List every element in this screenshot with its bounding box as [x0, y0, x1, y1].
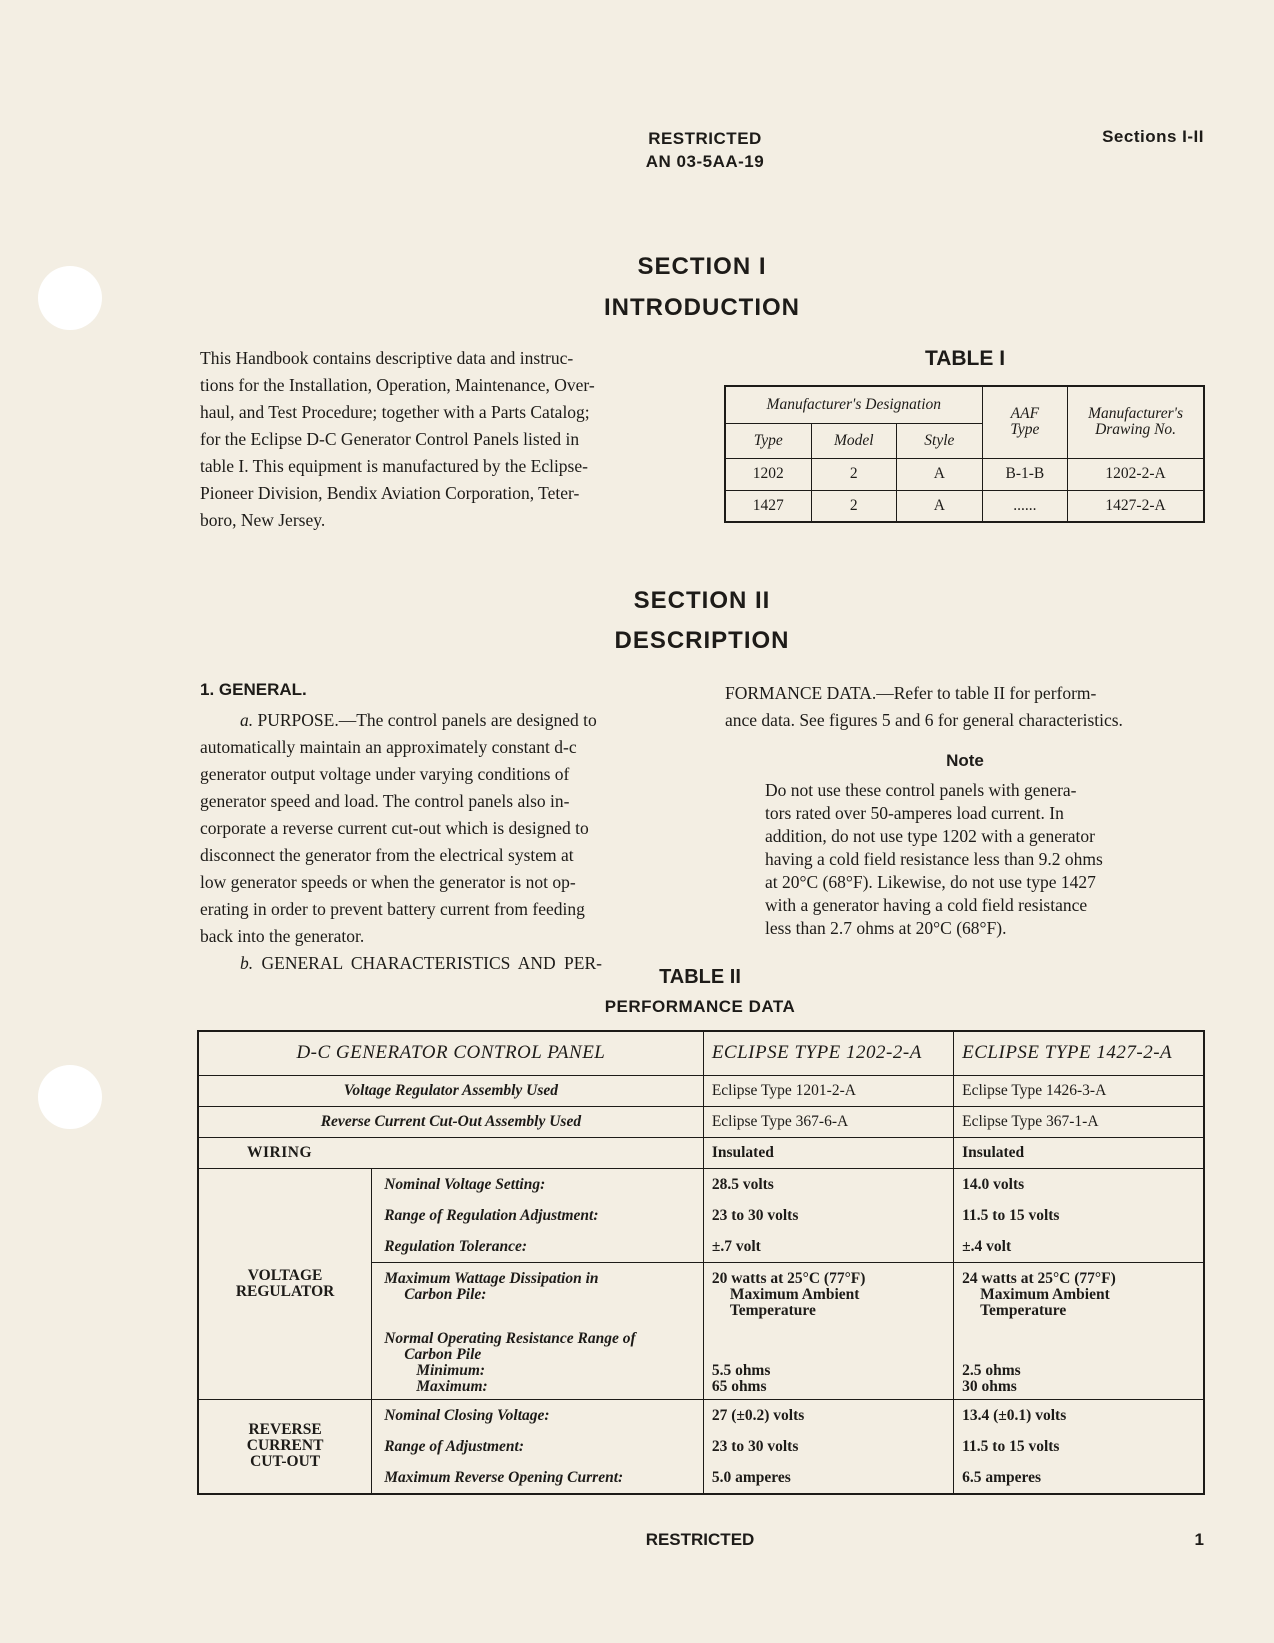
row-value: Insulated — [703, 1137, 953, 1168]
intro-line: Pioneer Division, Bendix Aviation Corporation, Teter- — [200, 483, 580, 503]
table1-col-type: Type — [725, 423, 811, 458]
table1-col-aaf-line: Type — [1010, 421, 1040, 439]
param-value: ±.7 volt — [711, 1237, 761, 1255]
table1-cell: A — [897, 490, 983, 522]
vr-carbon-labels — [372, 1262, 704, 1399]
table-row — [198, 1137, 1204, 1168]
purpose-line: back into the generator. — [200, 926, 365, 946]
table2-head-col1: D-C GENERATOR CONTROL PANEL — [198, 1031, 703, 1075]
row-value: Eclipse Type 367-1-A — [954, 1106, 1204, 1137]
intro-line: table I. This equipment is manufactured by the Eclipse- — [200, 456, 588, 476]
purpose-line: automatically maintain an approximately constant d-c — [200, 737, 577, 757]
param-value: 20 watts at 25°C (77°F) — [711, 1269, 866, 1287]
table2-title: TABLE II — [659, 966, 741, 988]
param-label: Range of Adjustment: — [384, 1437, 524, 1455]
vr-values-1202 — [703, 1168, 953, 1262]
vr-values-1427 — [954, 1168, 1204, 1262]
rc-values-1202 — [703, 1399, 953, 1494]
note-line: with a generator having a cold field resistance — [765, 895, 1088, 915]
param-label: Minimum: — [416, 1361, 486, 1379]
param-value: 28.5 volts — [711, 1175, 774, 1193]
purpose-line: generator output voltage under varying conditions of — [200, 764, 570, 784]
table-row — [198, 1106, 1204, 1137]
table1-col-aaf-line: AAF — [1010, 405, 1040, 423]
purpose-line: erating in order to prevent battery current from feeding — [200, 899, 585, 919]
param-value: Maximum Ambient — [980, 1285, 1110, 1303]
table1-col-aaf — [982, 386, 1068, 458]
note-line: Do not use these control panels with genera- — [765, 780, 1077, 800]
table1-cell: 1427 — [725, 490, 811, 522]
page-number: 1 — [1194, 1530, 1204, 1549]
punch-hole-bottom — [38, 1065, 102, 1129]
table1 — [724, 385, 1205, 523]
page-header-center — [640, 127, 770, 173]
table1-col-drawing-line: Drawing No. — [1095, 421, 1177, 439]
group-label-line: VOLTAGE — [247, 1266, 323, 1284]
performance-line: FORMANCE DATA.—Refer to table II for perform- — [725, 683, 1097, 703]
param-value: 23 to 30 volts — [711, 1437, 799, 1455]
intro-line: haul, and Test Procedure; together with a Parts Catalog; — [200, 402, 590, 422]
param-value: Maximum Ambient — [729, 1285, 860, 1303]
note-line: having a cold field resistance less than 9.2 ohms — [765, 849, 1103, 869]
table2-subtitle: PERFORMANCE DATA — [604, 997, 796, 1016]
param-label: Nominal Closing Voltage: — [384, 1406, 550, 1424]
table-row — [198, 1399, 1204, 1494]
param-label: Maximum Reverse Opening Current: — [384, 1468, 624, 1486]
table1-cell: 2 — [811, 490, 897, 522]
param-value: 2.5 ohms — [962, 1361, 1021, 1379]
row-value: Eclipse Type 367-6-A — [703, 1106, 953, 1137]
param-value: ±.4 volt — [962, 1237, 1012, 1255]
row-label: Reverse Current Cut-Out Assembly Used — [198, 1106, 703, 1137]
table1-title: TABLE I — [924, 347, 1006, 370]
purpose-line: corporate a reverse current cut-out which is designed to — [200, 818, 589, 838]
purpose-line: disconnect the generator from the electrical system at — [200, 845, 574, 865]
vr-labels — [372, 1168, 704, 1262]
footer-classification: RESTRICTED — [645, 1530, 755, 1549]
table1-cell: 1202 — [725, 458, 811, 490]
table1-cell: A — [897, 458, 983, 490]
section2-title: SECTION II — [633, 587, 771, 614]
param-value: 6.5 amperes — [962, 1468, 1042, 1486]
section1-paragraph — [200, 345, 677, 534]
param-label: Regulation Tolerance: — [384, 1237, 527, 1255]
table1-group-header: Manufacturer's Designation — [725, 386, 982, 423]
row-value: Eclipse Type 1201-2-A — [703, 1075, 953, 1106]
param-value: 11.5 to 15 volts — [962, 1206, 1060, 1224]
group-label-line: CUT-OUT — [250, 1453, 321, 1470]
note-title: Note — [946, 751, 984, 770]
purpose-paragraph — [200, 707, 677, 977]
param-value: 24 watts at 25°C (77°F) — [962, 1269, 1116, 1287]
purpose-line — [200, 707, 677, 734]
reverse-current-group — [198, 1399, 372, 1494]
row-value: Insulated — [954, 1137, 1204, 1168]
table2-head-col2: ECLIPSE TYPE 1202-2-A — [703, 1031, 953, 1075]
note-line: tors rated over 50-amperes load current. In — [765, 803, 1064, 823]
general-heading: 1. GENERAL. — [200, 680, 307, 699]
table1-cell: B-1-B — [982, 458, 1068, 490]
table1-col-style: Style — [897, 423, 983, 458]
param-label: Carbon Pile: — [404, 1285, 487, 1303]
group-label-line: CURRENT — [246, 1437, 324, 1454]
header-doc-number: AN 03-5AA-19 — [645, 152, 765, 171]
param-label: Maximum Wattage Dissipation in — [384, 1269, 599, 1287]
group-label-line: REGULATOR — [235, 1282, 335, 1300]
table1-col-drawing — [1068, 386, 1204, 458]
param-value: 30 ohms — [962, 1377, 1017, 1395]
voltage-regulator-group — [198, 1168, 372, 1399]
table1-cell: 2 — [811, 458, 897, 490]
table1-col-model: Model — [811, 423, 897, 458]
table1-cell: 1427-2-A — [1068, 490, 1204, 522]
row-label: WIRING — [198, 1137, 703, 1168]
row-value: Eclipse Type 1426-3-A — [954, 1075, 1204, 1106]
note-line: addition, do not use type 1202 with a generator — [765, 826, 1095, 846]
purpose-line: generator speed and load. The control panels also in- — [200, 791, 570, 811]
param-value: 14.0 volts — [962, 1175, 1025, 1193]
purpose-line-text: PURPOSE.—The control panels are designed to — [253, 710, 597, 730]
table1-cell: 1202-2-A — [1068, 458, 1204, 490]
section1-title: SECTION I — [637, 253, 767, 280]
param-value: 23 to 30 volts — [711, 1206, 799, 1224]
param-value: 5.0 amperes — [711, 1468, 791, 1486]
param-value: Temperature — [729, 1301, 816, 1319]
note-line: at 20°C (68°F). Likewise, do not use type 1427 — [765, 872, 1096, 892]
para-b-label: b. — [240, 953, 254, 973]
table2 — [197, 1030, 1205, 1495]
param-value: Temperature — [980, 1301, 1067, 1319]
header-classification: RESTRICTED — [648, 129, 762, 148]
table-row — [198, 1075, 1204, 1106]
note-body — [765, 779, 1166, 940]
group-label-line: REVERSE — [248, 1421, 322, 1438]
rc-values-1427 — [954, 1399, 1204, 1494]
param-value: 65 ohms — [711, 1377, 767, 1395]
param-label: Range of Regulation Adjustment: — [384, 1206, 599, 1224]
section2-subtitle: DESCRIPTION — [614, 627, 790, 654]
performance-line: ance data. See figures 5 and 6 for general characteristics. — [725, 710, 1123, 730]
intro-line: This Handbook contains descriptive data and instruc- — [200, 348, 574, 368]
purpose-line: low generator speeds or when the generator is not op- — [200, 872, 576, 892]
vr-carbon-values-1202 — [703, 1262, 953, 1399]
rc-labels — [372, 1399, 704, 1494]
param-label: Normal Operating Resistance Range of — [384, 1329, 636, 1347]
table1-cell: ...... — [982, 490, 1068, 522]
para-a-label: a. — [240, 710, 254, 730]
param-label: Nominal Voltage Setting: — [384, 1175, 546, 1193]
param-value: 5.5 ohms — [711, 1361, 771, 1379]
general-char-text: GENERAL CHARACTERISTICS AND PER- — [253, 953, 602, 973]
table2-head-col3: ECLIPSE TYPE 1427-2-A — [954, 1031, 1204, 1075]
table-row — [725, 490, 1204, 522]
param-value: 13.4 (±0.1) volts — [962, 1406, 1067, 1424]
table-row — [725, 458, 1204, 490]
table-row — [198, 1168, 1204, 1262]
param-value: 11.5 to 15 volts — [962, 1437, 1060, 1455]
note-line: less than 2.7 ohms at 20°C (68°F). — [765, 918, 1007, 938]
param-value: 27 (±0.2) volts — [711, 1406, 805, 1424]
intro-line: tions for the Installation, Operation, Maintenance, Over- — [200, 375, 595, 395]
row-label: Voltage Regulator Assembly Used — [198, 1075, 703, 1106]
param-label: Carbon Pile — [404, 1345, 482, 1363]
table1-col-drawing-line: Manufacturer's — [1088, 405, 1183, 423]
param-label: Maximum: — [416, 1377, 488, 1395]
intro-line: for the Eclipse D-C Generator Control Panels listed in — [200, 429, 580, 449]
performance-paragraph — [725, 680, 1205, 734]
intro-line: boro, New Jersey. — [200, 510, 326, 530]
vr-carbon-values-1427 — [954, 1262, 1204, 1399]
section1-subtitle: INTRODUCTION — [604, 294, 800, 321]
header-sections: Sections I-II — [1102, 127, 1204, 146]
